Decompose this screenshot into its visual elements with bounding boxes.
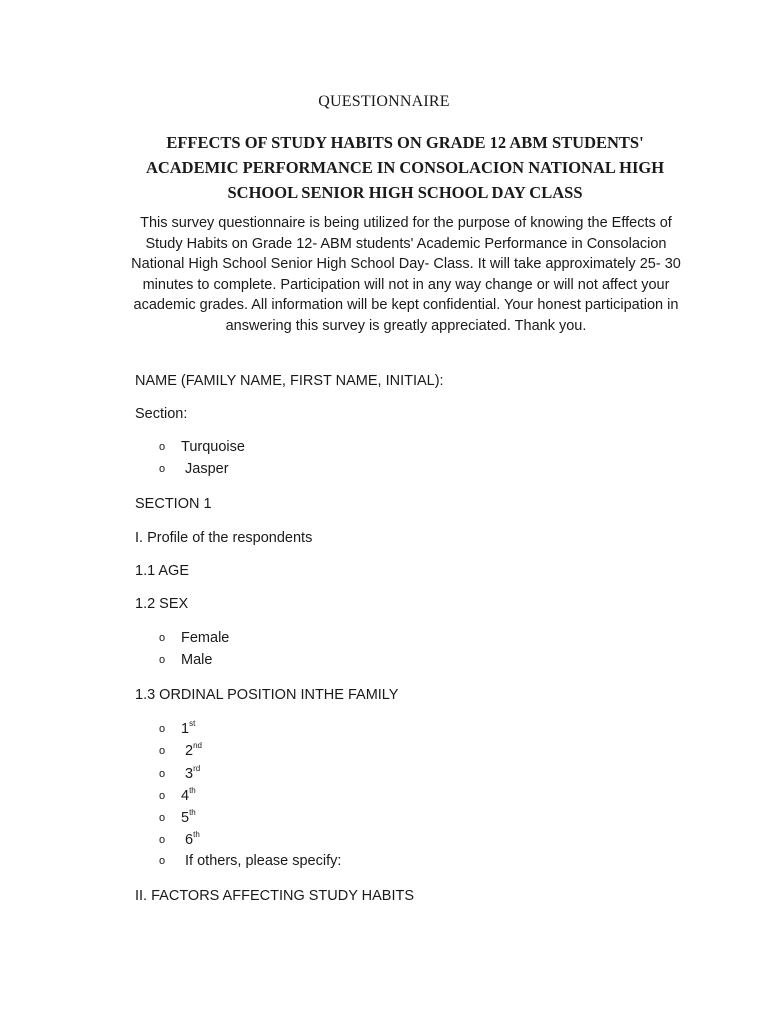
ordinal-suffix: th	[189, 786, 196, 795]
ordinal-number: 2	[181, 743, 194, 759]
intro-paragraph: This survey questionnaire is being utilized for the purpose of knowing the Effects of Study Habits on Grade 12- ABM students' Academic Performance in Consolacion National High School Senior High School Day- Class. It will take approximately 25- 30 minutes to complete. Participation will not in any way change or will not affect your academic grades. All information will be kept confidential. Your honest participation in answering this survey is greatly appreciated. Thank you.	[131, 215, 681, 334]
profile-heading: I. Profile of the respondents	[135, 530, 313, 546]
sex-option-male	[159, 651, 212, 669]
bullet-icon: o	[159, 632, 166, 644]
ordinal-option	[159, 831, 200, 849]
bullet-icon: o	[159, 768, 166, 780]
bullet-icon: o	[159, 790, 166, 802]
ordinal-suffix: rd	[193, 764, 201, 773]
ordinal-suffix: nd	[193, 741, 202, 750]
document-heading: QUESTIONNAIRE	[318, 93, 450, 110]
bullet-icon: o	[159, 441, 166, 453]
bullet-icon: o	[159, 463, 166, 475]
ordinal-suffix: st	[189, 719, 196, 728]
ordinal-number: 6	[181, 832, 194, 848]
bullet-icon: o	[159, 745, 166, 757]
section-option-jasper	[159, 460, 229, 478]
bullet-icon: o	[159, 855, 166, 867]
ordinal-suffix: th	[193, 830, 200, 839]
document-title: EFFECTS OF STUDY HABITS ON GRADE 12 ABM STUDENTS' ACADEMIC PERFORMANCE IN CONSOLACION NATIONAL HIGH SCHOOL SENIOR HIGH SCHOOL DAY CLASS	[145, 133, 665, 202]
ordinal-number: 4	[181, 788, 190, 804]
option-label: Male	[181, 652, 213, 668]
bullet-icon: o	[159, 723, 166, 735]
option-label: If others, please specify:	[181, 853, 342, 869]
ordinal-suffix: th	[189, 808, 196, 817]
ordinal-option	[159, 720, 195, 738]
option-label: Female	[181, 630, 230, 646]
section-option-turquoise	[159, 438, 245, 456]
ordinal-label: 1.3 ORDINAL POSITION INTHE FAMILY	[135, 687, 399, 703]
ordinal-option	[159, 787, 196, 805]
ordinal-number: 1	[181, 721, 190, 737]
sex-label: 1.2 SEX	[135, 596, 189, 612]
ordinal-option	[159, 742, 202, 760]
sex-option-female	[159, 629, 229, 647]
ordinal-option-other	[159, 852, 341, 870]
age-label: 1.1 AGE	[135, 563, 190, 579]
ordinal-option	[159, 765, 200, 783]
factors-heading: II. FACTORS AFFECTING STUDY HABITS	[135, 888, 415, 904]
section-label: Section:	[135, 406, 188, 422]
option-label: Jasper	[181, 461, 229, 477]
ordinal-number: 3	[181, 766, 194, 782]
option-label: Turquoise	[181, 439, 245, 455]
name-label: NAME (FAMILY NAME, FIRST NAME, INITIAL):	[135, 373, 444, 389]
bullet-icon: o	[159, 812, 166, 824]
ordinal-number: 5	[181, 810, 190, 826]
section1-heading: SECTION 1	[135, 496, 212, 512]
bullet-icon: o	[159, 654, 166, 666]
bullet-icon: o	[159, 834, 166, 846]
ordinal-option	[159, 809, 196, 827]
